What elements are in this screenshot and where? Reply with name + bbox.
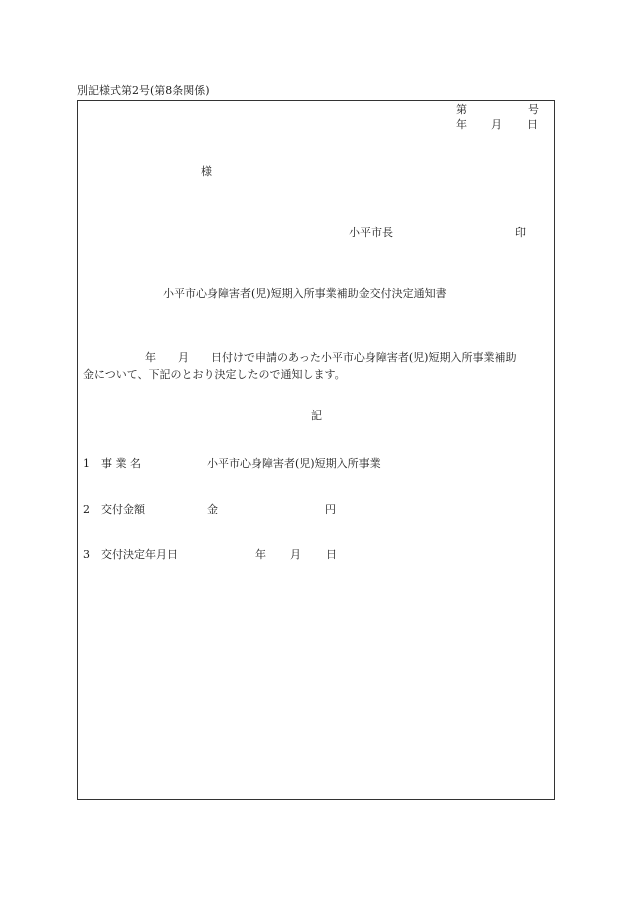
document-title: 小平市心身障害者(児)短期入所事業補助金交付決定通知書 — [163, 287, 447, 300]
item-3-month: 月 — [290, 548, 301, 561]
item-3-label: 交付決定年月日 — [101, 548, 178, 561]
date-top-year: 年 — [456, 118, 467, 131]
document-frame — [77, 100, 555, 800]
item-2-value-prefix: 金 — [207, 503, 218, 516]
form-label: 別記様式第2号(第8条関係) — [77, 84, 210, 97]
ref-number-suffix: 号 — [528, 103, 539, 116]
body-line-2: 金について、下記のとおり決定したので通知します。 — [83, 368, 346, 381]
item-1-number: 1 — [83, 457, 90, 470]
item-1-value: 小平市心身障害者(児)短期入所事業 — [207, 457, 381, 470]
issuer-seal: 印 — [515, 226, 526, 239]
item-3-day: 日 — [326, 548, 337, 561]
body-paragraph — [83, 349, 553, 383]
date-top-month: 月 — [491, 118, 502, 131]
body-line1-rest: 日付けで申請のあった小平市心身障害者(児)短期入所事業補助 — [211, 351, 517, 364]
item-2-label: 交付金額 — [101, 503, 145, 516]
recipient-honorific: 様 — [201, 165, 212, 178]
date-top-day: 日 — [527, 118, 538, 131]
item-3-year: 年 — [255, 548, 266, 561]
item-2-value-suffix: 円 — [325, 503, 336, 516]
item-2-number: 2 — [83, 503, 90, 516]
body-line-1 — [83, 349, 553, 366]
ki-label: 記 — [311, 409, 322, 422]
issuer-name: 小平市長 — [349, 226, 393, 239]
item-1-label: 事 業 名 — [101, 457, 141, 470]
body-year: 年 — [145, 351, 156, 364]
body-month: 月 — [178, 351, 189, 364]
ref-number-prefix: 第 — [456, 103, 467, 116]
item-3-number: 3 — [83, 548, 90, 561]
